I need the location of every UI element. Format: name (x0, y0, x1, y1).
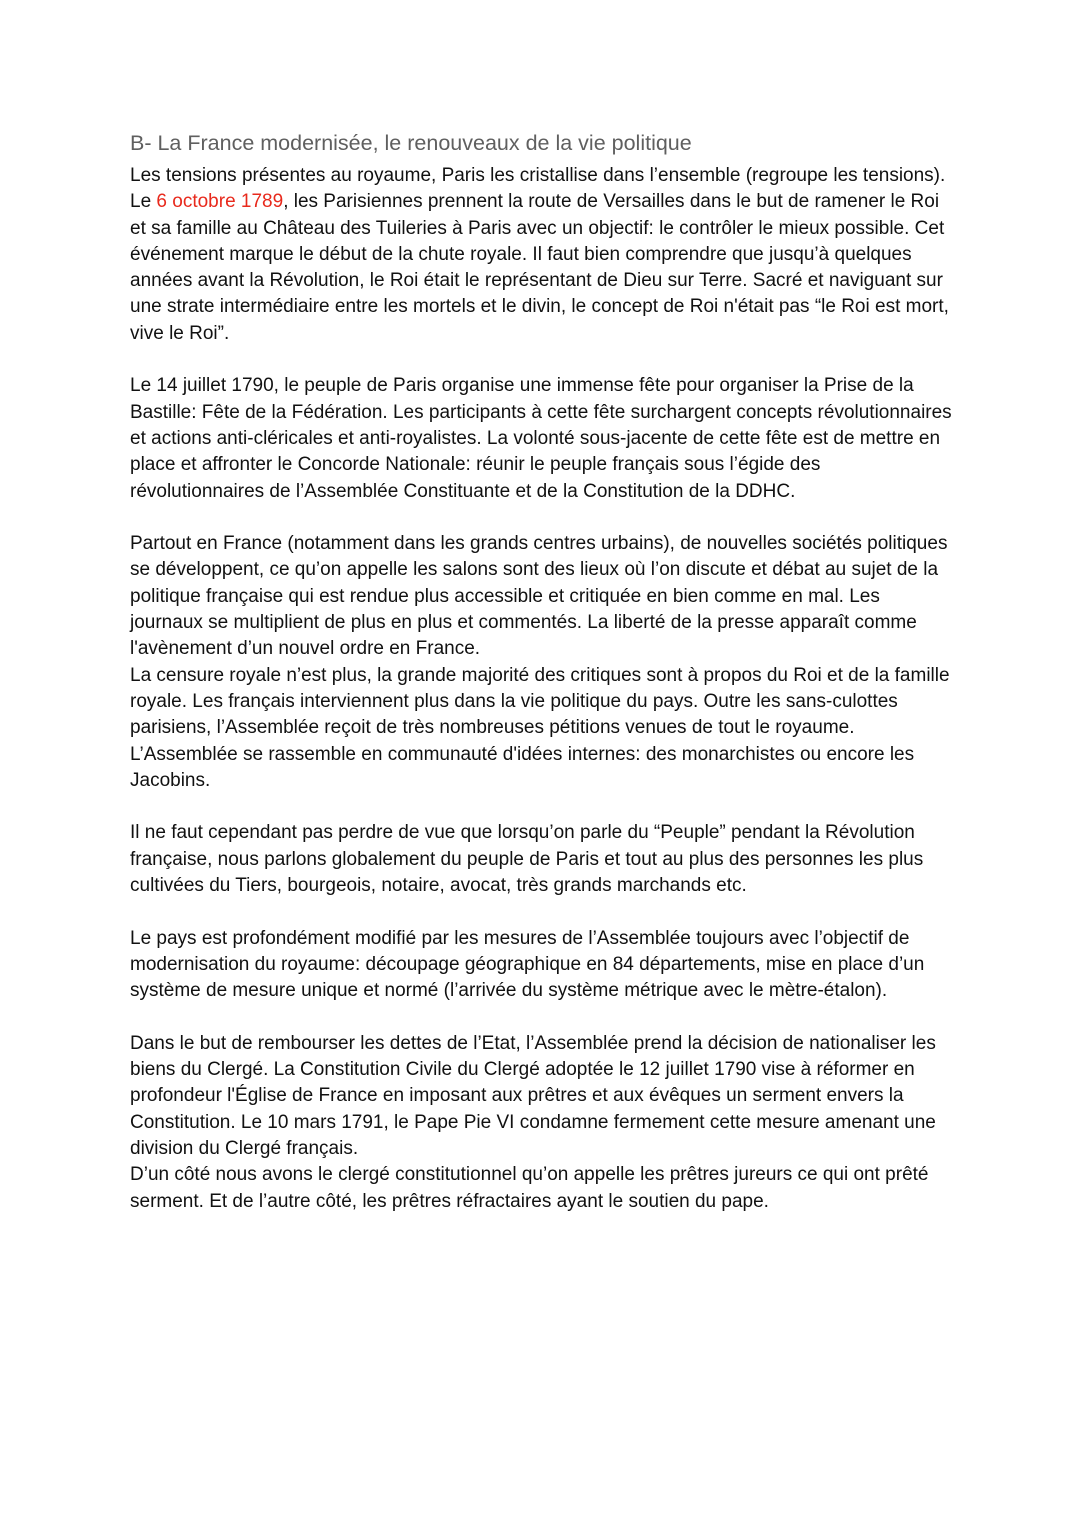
paragraph-spacer (130, 1005, 955, 1031)
paragraph-spacer (130, 794, 955, 820)
paragraph-political-societies: Partout en France (notamment dans les grands centres urbains), de nouvelles sociétés politiques se développent, ce qu’on appelle les salons sont des lieux où l’on discute et débat au sujet de la politique française qui est rendue plus accessible et critiquée en bien comme en mal. Les journaux se multiplient de plus en plus et commentés. La liberté de la presse apparaît comme l'avènement d’un nouvel ordre en France. (130, 533, 948, 660)
paragraph-royal-censorship: La censure royale n’est plus, la grande majorité des critiques sont à propos du Roi et de la famille royale. Les français interviennent plus dans la vie politique du pays. Outre les sans-culottes parisiens, l’Assemblée reçoit de très nombreuses pétitions venues de tout le royaume. L’Assemblée se rassemble en communauté d'idées internes: des monarchistes ou encore les Jacobins. (130, 664, 950, 791)
paragraph-spacer (130, 505, 955, 531)
paragraph-spacer (130, 347, 955, 373)
paragraph-federation: Le 14 juillet 1790, le peuple de Paris organise une immense fête pour organiser la Prise de la Bastille: Fête de la Fédération. Les participants à cette fête surchargent concepts révolutionnaires et actions anti-cléricales et anti-royalistes. La volonté sous-jacente de cette fête est de mettre en place et affronter le Concorde Nationale: réunir le peuple français sous l’égide des révolutionnaires de l’Assemblée Constituante et de la Constitution de la DDHC. (130, 375, 952, 502)
paragraph-modernisation: Le pays est profondément modifié par les mesures de l’Assemblée toujours avec l’objectif de modernisation du royaume: découpage géographique en 84 départements, mise en place d’un système de mesure unique et normé (l’arrivée du système métrique avec le mètre-étalon). (130, 927, 925, 1002)
highlighted-date: 6 octobre 1789 (156, 191, 284, 213)
paragraph-clergy-division: D’un côté nous avons le clergé constitutionnel qu’on appelle les prêtres jureurs ce qui ont prêté serment. Et de l’autre côté, les prêtres réfractaires ayant le soutien du pape. (130, 1164, 929, 1212)
paragraph-text: , les Parisiennes prennent la route de Versailles dans le but de ramener le Roi et sa famille au Château des Tuileries à Paris avec un objectif: le contrôler le mieux possible. Cet événement marque le début de la chute royale. Il faut bien comprendre que jusqu’à quelques années avant la Révolution, le Roi était le représentant de Dieu sur Terre. Sacré et naviguant sur une strate intermédiaire entre les mortels et le divin, le concept de Roi n'était pas “le Roi est mort, vive le Roi”. (130, 191, 949, 344)
paragraph-clergy: Dans le but de rembourser les dettes de l’Etat, l’Assemblée prend la décision de nationaliser les biens du Clergé. La Constitution Civile du Clergé adoptée le 12 juillet 1790 vise à réformer en profondeur l'Église de France en imposant aux prêtres et aux évêques un serment envers la Constitution. Le 10 mars 1791, le Pape Pie VI condamne fermement cette mesure amenant une division du Clergé français. (130, 1032, 936, 1159)
document-page (130, 128, 955, 1215)
paragraph-spacer (130, 899, 955, 925)
paragraph-october-1789 (130, 163, 955, 347)
paragraph-people: Il ne faut cependant pas perdre de vue que lorsqu’on parle du “Peuple” pendant la Révolution française, nous parlons globalement du peuple de Paris et tout au plus des personnes les plus cultivées du Tiers, bourgeois, notaire, avocat, très grands marchands etc. (130, 822, 924, 897)
paragraph-text: Les tensions présentes au royaume, Paris les cristallise dans l’ensemble (regroupe les tensions). Le (130, 165, 946, 213)
section-heading: B- La France modernisée, le renouveaux de la vie politique (130, 131, 692, 155)
